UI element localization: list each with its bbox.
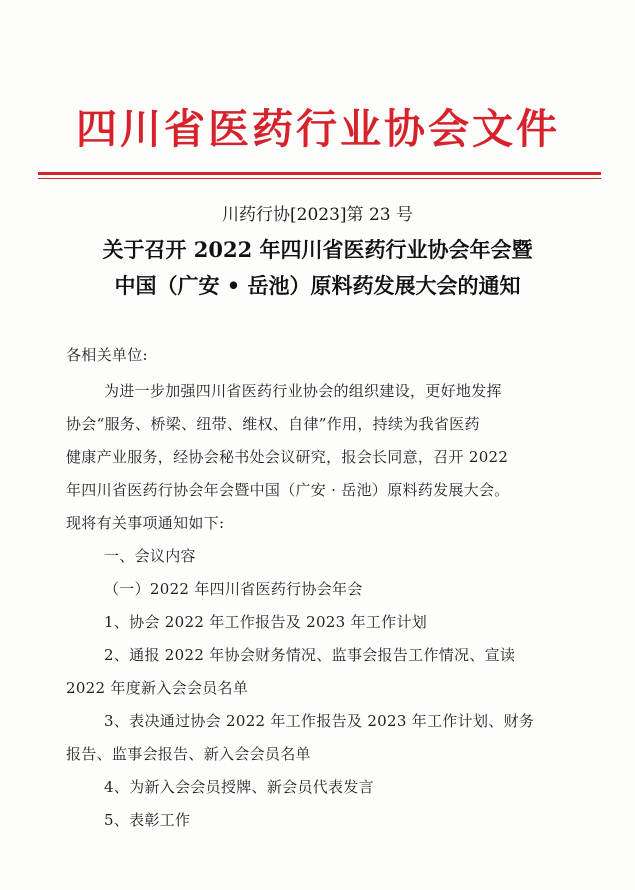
body-paragraph-line: 协会“服务、桥梁、纽带、维权、自律”作用，持续为我省医药 — [66, 415, 480, 433]
list-item: 1、协会 2022 年工作报告及 2023 年工作计划 — [104, 613, 428, 631]
document-number: 川药行协[2023]第 23 号 — [222, 205, 413, 225]
body-paragraph-line: 现将有关事项通知如下: — [66, 514, 225, 532]
document-subject-line-2: 中国（广安 • 岳池）原料药发展大会的通知 — [114, 273, 521, 298]
salutation: 各相关单位: — [66, 346, 148, 364]
org-file-title: 四川省医药行业协会文件 — [76, 105, 560, 153]
subsection-heading: （一）2022 年四川省医药行协会年会 — [104, 580, 363, 598]
header-divider-thick — [38, 172, 601, 175]
body-paragraph-line: 年四川省医药行协会年会暨中国（广安 · 岳池）原料药发展大会。 — [66, 481, 510, 499]
list-item: 5、表彰工作 — [104, 811, 191, 829]
list-item-continuation: 2022 年度新入会会员名单 — [66, 679, 249, 697]
list-item: 3、表决通过协会 2022 年工作报告及 2023 年工作计划、财务 — [104, 712, 535, 730]
body-paragraph-line: 健康产业服务，经协会秘书处会议研究，报会长同意，召开 2022 — [66, 448, 509, 466]
header-divider-thin — [38, 178, 601, 179]
list-item: 2、通报 2022 年协会财务情况、监事会报告工作情况、宣读 — [104, 646, 516, 664]
list-item: 4、为新入会会员授牌、新会员代表发言 — [104, 778, 374, 796]
section-heading: 一、会议内容 — [104, 547, 196, 565]
document-subject-line-1: 关于召开 2022 年四川省医药行业协会年会暨 — [102, 237, 533, 262]
list-item-continuation: 报告、监事会报告、新入会会员名单 — [66, 745, 311, 763]
body-paragraph-line: 为进一步加强四川省医药行业协会的组织建设，更好地发挥 — [104, 382, 502, 400]
